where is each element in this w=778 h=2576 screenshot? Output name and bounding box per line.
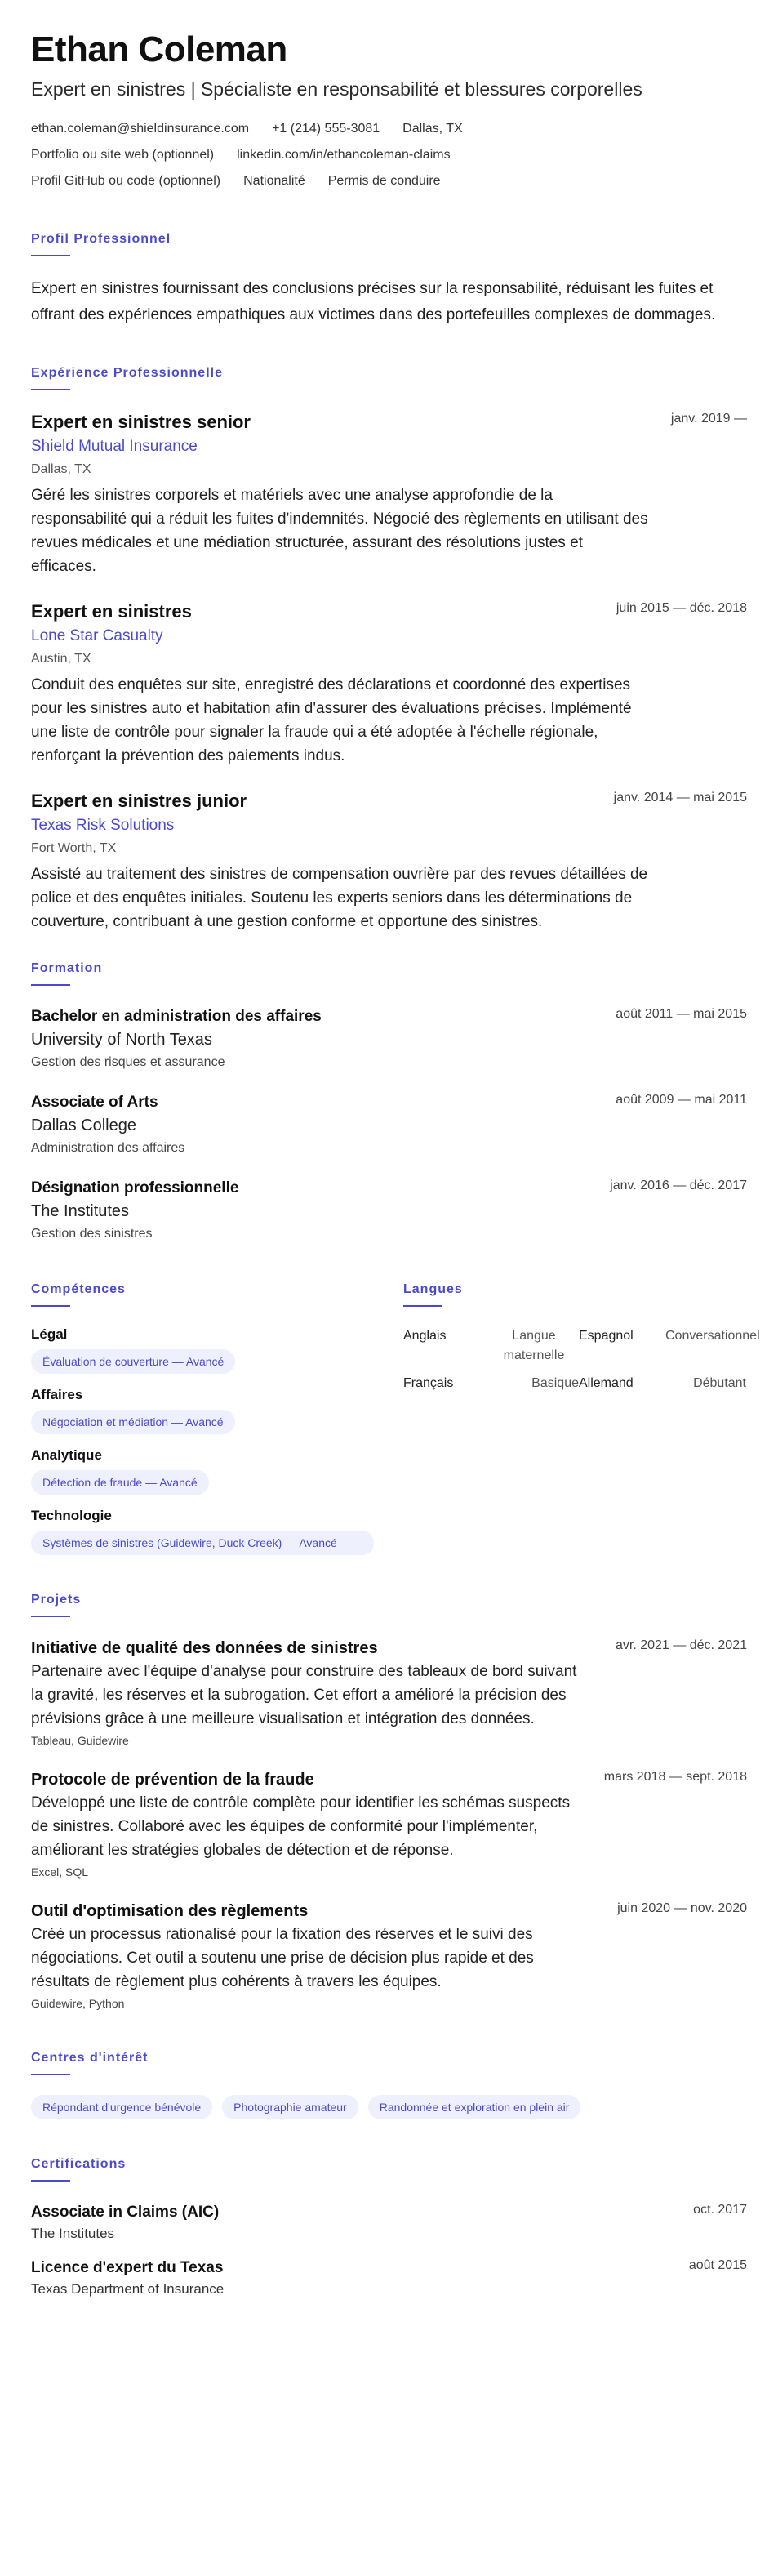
profile-section bbox=[31, 232, 747, 328]
degree-title: Associate of Arts bbox=[31, 1094, 158, 1111]
section-divider bbox=[31, 2074, 70, 2075]
skill-chip: Évaluation de couverture — Avancé bbox=[31, 1349, 235, 1374]
education-dates: août 2009 — mai 2011 bbox=[616, 1093, 747, 1107]
job-description: Conduit des enquêtes sur site, enregistré des déclarations et coordonné des expertises pour les sinistres auto et habitation afin d'assurer des évaluations précises. Implémenté une liste de contrôle pour signaler la fraude qui a été adoptée à l'échelle régionale, renforçant la prévention des paiements indus. bbox=[31, 676, 632, 764]
contact-location: Dallas, TX bbox=[402, 122, 463, 136]
project-technologies: Guidewire, Python bbox=[31, 1997, 125, 2010]
project-entry bbox=[31, 1637, 747, 1750]
section-divider bbox=[31, 1305, 70, 1307]
section-divider bbox=[31, 2180, 70, 2182]
language-name: Français bbox=[403, 1376, 454, 1390]
certification-entry bbox=[31, 2257, 747, 2299]
interests-list bbox=[31, 2095, 747, 2119]
contact-phone[interactable]: +1 (214) 555-3081 bbox=[272, 122, 380, 136]
project-technologies: Tableau, Guidewire bbox=[31, 1734, 129, 1747]
experience-dates: janv. 2014 — mai 2015 bbox=[613, 791, 747, 804]
section-title: Expérience Professionnelle bbox=[31, 366, 223, 380]
language-name: Allemand bbox=[579, 1376, 634, 1390]
experience-entry bbox=[31, 410, 747, 578]
certification-title: Licence d'expert du Texas bbox=[31, 2259, 224, 2276]
degree-title: Bachelor en administration des affaires bbox=[31, 1008, 322, 1025]
job-description: Assisté au traitement des sinistres de compensation ouvrière par des revues détaillées de police et des enquêtes initiales. Soutenu les experts seniors dans les déterminations de couverture, contribuant à une gestion conforme et opportune des sinistres. bbox=[31, 866, 648, 930]
certification-issuer: Texas Department of Insurance bbox=[31, 2281, 225, 2297]
contact-portfolio[interactable]: Portfolio ou site web (optionnel) bbox=[31, 148, 215, 162]
projects-section bbox=[31, 1593, 747, 2013]
certification-title: Associate in Claims (AIC) bbox=[31, 2204, 220, 2221]
company-name: Shield Mutual Insurance bbox=[31, 438, 198, 455]
education-entry bbox=[31, 1005, 747, 1073]
job-description: Géré les sinistres corporels et matériels avec une analyse approfondie de la responsabilité qui a réduit les fuites d'indemnités. Négocié des règlements en utilisant des revues médicales et une médiation structurée, assurant des résolutions justes et efficaces. bbox=[31, 487, 648, 575]
project-title: Protocole de prévention de la fraude bbox=[31, 1771, 314, 1789]
skill-category: Légal bbox=[31, 1326, 68, 1342]
language-name: Espagnol bbox=[579, 1329, 634, 1343]
certification-date: août 2015 bbox=[688, 2258, 747, 2272]
section-divider bbox=[31, 1616, 70, 1617]
section-divider bbox=[403, 1305, 442, 1307]
school-name: The Institutes bbox=[31, 1202, 130, 1220]
project-description: Créé un processus rationalisé pour la fixation des réserves et le suivi des négociations. Cet outil a soutenu une prise de décision plus rapide et des résultats de règlement plus cohérents à travers les équipes. bbox=[31, 1926, 534, 1990]
language-level: Conversationnel bbox=[665, 1329, 760, 1343]
education-dates: août 2011 — mai 2015 bbox=[616, 1007, 747, 1021]
contact-license: Permis de conduire bbox=[327, 174, 441, 188]
skill-category: Technologie bbox=[31, 1508, 112, 1523]
company-name: Texas Risk Solutions bbox=[31, 817, 175, 834]
experience-entry bbox=[31, 599, 747, 768]
experience-entry bbox=[31, 789, 747, 934]
project-dates: mars 2018 — sept. 2018 bbox=[603, 1770, 747, 1784]
field-of-study: Administration des affaires bbox=[31, 1141, 185, 1155]
certification-issuer: The Institutes bbox=[31, 2226, 115, 2241]
languages-section bbox=[403, 1282, 760, 1555]
experience-dates: juin 2015 — déc. 2018 bbox=[616, 601, 747, 615]
certification-date: oct. 2017 bbox=[693, 2203, 747, 2217]
certifications-section bbox=[31, 2157, 747, 2299]
resume-header bbox=[31, 29, 747, 194]
project-entry bbox=[31, 1768, 747, 1882]
language-level: Débutant bbox=[693, 1376, 746, 1390]
skill-category: Analytique bbox=[31, 1447, 102, 1463]
job-location: Fort Worth, TX bbox=[31, 841, 117, 855]
degree-title: Désignation professionnelle bbox=[31, 1179, 239, 1197]
job-title: Expert en sinistres senior bbox=[31, 412, 251, 432]
interest-chip: Photographie amateur bbox=[222, 2095, 358, 2119]
profile-summary: Expert en sinistres fournissant des conclusions précises sur la responsabilité, réduisant les fuites et offrant des expériences empathiques aux victimes dans des portefeuilles complexes de dommages. bbox=[31, 280, 716, 323]
job-title: Expert en sinistres bbox=[31, 601, 192, 622]
section-divider bbox=[31, 389, 70, 390]
section-title: Certifications bbox=[31, 2157, 127, 2171]
company-name: Lone Star Casualty bbox=[31, 627, 163, 644]
contact-github[interactable]: Profil GitHub ou code (optionnel) bbox=[31, 174, 221, 188]
field-of-study: Gestion des sinistres bbox=[31, 1227, 153, 1241]
section-title: Langues bbox=[403, 1282, 463, 1296]
school-name: University of North Texas bbox=[31, 1031, 212, 1049]
section-title: Compétences bbox=[31, 1282, 126, 1296]
section-divider bbox=[31, 255, 70, 256]
interests-section bbox=[31, 2051, 747, 2119]
education-entry bbox=[31, 1091, 747, 1159]
project-title: Outil d'optimisation des règlements bbox=[31, 1902, 309, 1920]
skills-section bbox=[31, 1282, 403, 1555]
languages-grid bbox=[403, 1326, 760, 1393]
interest-chip: Répondant d'urgence bénévole bbox=[31, 2095, 212, 2119]
skill-chip: Systèmes de sinistres (Guidewire, Duck Creek) — Avancé bbox=[31, 1531, 374, 1555]
contact-linkedin[interactable]: linkedin.com/in/ethancoleman-claims bbox=[237, 148, 451, 162]
project-description: Partenaire avec l'équipe d'analyse pour construire des tableaux de bord suivant la gravité, les réserves et la subrogation. Cet effort a amélioré la précision des prévisions grâce à une meilleure visualisation et intégration des données. bbox=[31, 1663, 577, 1727]
certification-entry bbox=[31, 2201, 747, 2244]
school-name: Dallas College bbox=[31, 1116, 136, 1134]
language-name: Anglais bbox=[403, 1329, 447, 1343]
education-section bbox=[31, 961, 747, 1245]
section-divider bbox=[31, 984, 70, 986]
skill-category: Affaires bbox=[31, 1387, 83, 1402]
field-of-study: Gestion des risques et assurance bbox=[31, 1055, 225, 1069]
skill-chip: Négociation et médiation — Avancé bbox=[31, 1410, 235, 1434]
project-description: Développé une liste de contrôle complète pour identifier les schémas suspects de sinistres. Collaboré avec les équipes de conformité pour l'implémenter, améliorant les stratégies globales de détection et de réponse. bbox=[31, 1794, 571, 1859]
section-title: Profil Professionnel bbox=[31, 232, 171, 246]
contact-email[interactable]: ethan.coleman@shieldinsurance.com bbox=[31, 122, 250, 136]
project-title: Initiative de qualité des données de sinistres bbox=[31, 1639, 378, 1657]
language-level: Basique bbox=[531, 1376, 579, 1390]
project-dates: juin 2020 — nov. 2020 bbox=[617, 1901, 747, 1915]
project-entry bbox=[31, 1900, 747, 2013]
project-dates: avr. 2021 — déc. 2021 bbox=[616, 1638, 747, 1652]
education-entry bbox=[31, 1177, 747, 1245]
section-title: Formation bbox=[31, 961, 103, 975]
job-location: Dallas, TX bbox=[31, 462, 91, 476]
contact-list bbox=[31, 116, 651, 194]
skills-languages-row bbox=[31, 1282, 760, 1555]
education-dates: janv. 2016 — déc. 2017 bbox=[610, 1179, 747, 1192]
experience-dates: janv. 2019 — bbox=[670, 412, 747, 426]
candidate-headline: Expert en sinistres | Spécialiste en responsabilité et blessures corporelles bbox=[31, 78, 642, 100]
section-title: Centres d'intérêt bbox=[31, 2051, 149, 2065]
candidate-name: Ethan Coleman bbox=[31, 29, 287, 69]
contact-nationality: Nationalité bbox=[243, 174, 305, 188]
project-technologies: Excel, SQL bbox=[31, 1865, 89, 1879]
experience-section bbox=[31, 366, 747, 934]
skill-chip: Détection de fraude — Avancé bbox=[31, 1470, 209, 1495]
interest-chip: Randonnée et exploration en plein air bbox=[368, 2095, 581, 2119]
job-location: Austin, TX bbox=[31, 652, 91, 666]
language-level: Langue maternelle bbox=[503, 1329, 565, 1362]
job-title: Expert en sinistres junior bbox=[31, 791, 247, 811]
section-title: Projets bbox=[31, 1593, 82, 1607]
